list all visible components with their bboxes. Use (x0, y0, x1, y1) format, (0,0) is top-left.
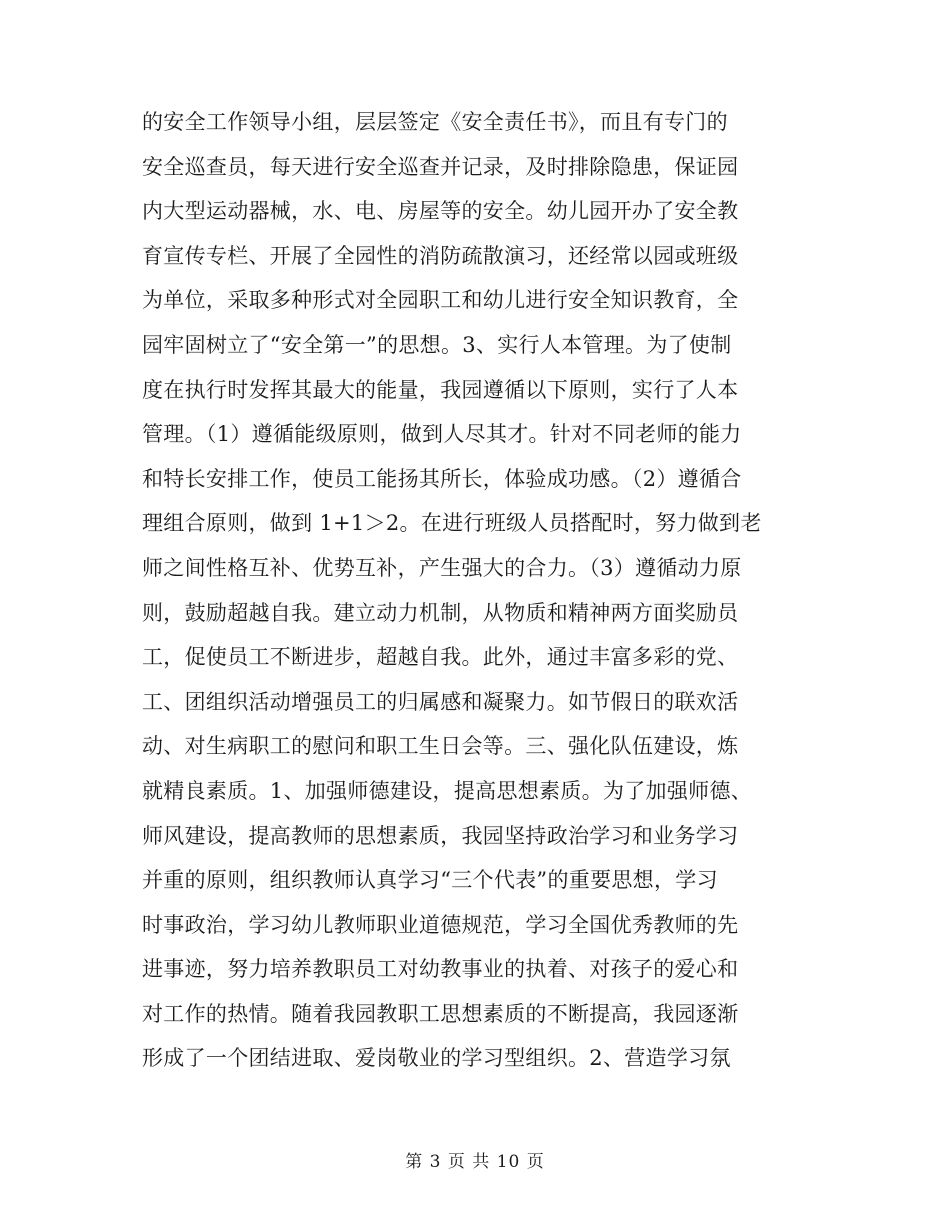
text-line: 安全巡查员，每天进行安全巡查并记录，及时排除隐患，保证园 (142, 154, 739, 179)
body-text (142, 100, 802, 1081)
text-line: 则，鼓励超越自我。建立动力机制，从物质和精神两方面奖励员 (142, 600, 739, 625)
text-line: 对工作的热情。随着我园教职工思想素质的不断提高，我园逐渐 (142, 1001, 739, 1026)
page-number: 第 3 页 共 10 页 (405, 1152, 545, 1172)
text-line: 形成了一个团结进取、爱岗敬业的学习型组织。2、营造学习氛 (142, 1046, 731, 1071)
text-line: 理组合原则，做到 1+1＞2。在进行班级人员搭配时，努力做到老 (142, 511, 762, 536)
text-line: 园牢固树立了“安全第一”的思想。3、实行人本管理。为了使制 (142, 332, 732, 357)
text-line: 工、团组织活动增强员工的归属感和凝聚力。如节假日的联欢活 (142, 689, 739, 714)
text-line: 时事政治，学习幼儿教师职业道德规范，学习全国优秀教师的先 (142, 912, 739, 937)
text-line: 和特长安排工作，使员工能扬其所长，体验成功感。（2）遵循合 (142, 466, 742, 491)
page-footer (0, 1150, 950, 1174)
text-line: 师风建设，提高教师的思想素质，我园坚持政治学习和业务学习 (142, 823, 739, 848)
text-line: 管理。（1）遵循能级原则，做到人尽其才。针对不同老师的能力 (142, 422, 742, 447)
text-line: 育宣传专栏、开展了全园性的消防疏散演习，还经常以园或班级 (142, 243, 739, 268)
text-line: 动、对生病职工的慰问和职工生日会等。三、强化队伍建设，炼 (142, 734, 739, 759)
text-line: 进事迹，努力培养教职员工对幼教事业的执着、对孩子的爱心和 (142, 957, 739, 982)
text-line: 内大型运动器械，水、电、房屋等的安全。幼儿园开办了安全教 (142, 199, 739, 224)
text-line: 为单位，采取多种形式对全园职工和幼儿进行安全知识教育，全 (142, 288, 739, 313)
text-line: 的安全工作领导小组，层层签定《安全责任书》，而且有专门的 (142, 110, 728, 134)
text-line: 度在执行时发挥其最大的能量，我园遵循以下原则，实行了人本 (142, 377, 739, 402)
text-line: 就精良素质。1、加强师德建设，提高思想素质。为了加强师德、 (142, 778, 753, 803)
text-line: 并重的原则，组织教师认真学习“三个代表”的重要思想，学习 (142, 868, 718, 893)
text-line: 工，促使员工不断进步，超越自我。此外，通过丰富多彩的党、 (142, 645, 739, 670)
text-line: 师之间性格互补、优势互补，产生强大的合力。（3）遵循动力原 (142, 555, 742, 580)
